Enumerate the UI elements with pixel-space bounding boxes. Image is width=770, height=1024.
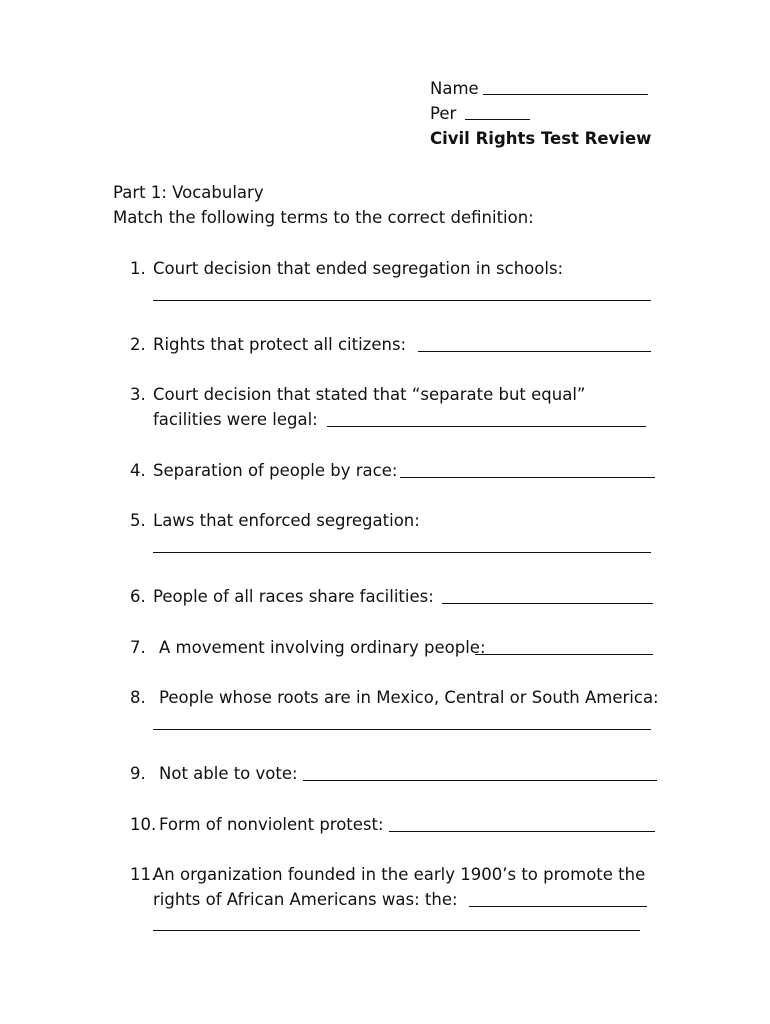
answer-blank[interactable] [153, 552, 651, 553]
question-number: 1. [130, 259, 146, 278]
question-number: 7. [130, 638, 146, 657]
answer-blank[interactable] [389, 831, 655, 832]
part-instruction: Match the following terms to the correct definition: [113, 208, 534, 227]
question-text: Separation of people by race: [153, 461, 398, 480]
answer-blank[interactable] [475, 654, 653, 655]
part-heading: Part 1: Vocabulary [113, 183, 264, 202]
question-text: Rights that protect all citizens: [153, 335, 407, 354]
question-text: Court decision that ended segregation in schools: [153, 259, 564, 278]
question-number: 9. [130, 764, 146, 783]
answer-blank[interactable] [153, 729, 651, 730]
question-text: Court decision that stated that “separate but equal” [153, 385, 586, 404]
period-blank[interactable] [465, 119, 530, 120]
period-label: Per [430, 104, 457, 123]
question-text: A movement involving ordinary people: [159, 638, 486, 657]
answer-blank[interactable] [418, 351, 651, 352]
answer-blank[interactable] [442, 603, 653, 604]
question-number: 6. [130, 587, 146, 606]
question-number: 8. [130, 688, 146, 707]
question-text: Form of nonviolent protest: [159, 815, 384, 834]
question-text: An organization founded in the early 1900’s to promote the [153, 865, 646, 884]
name-blank[interactable] [483, 94, 648, 95]
question-number: 11. [130, 865, 157, 884]
question-number: 10. [130, 815, 157, 834]
page-title: Civil Rights Test Review [430, 129, 652, 148]
answer-blank[interactable] [469, 906, 647, 907]
question-text: People whose roots are in Mexico, Central or South America: [159, 688, 659, 707]
name-label: Name [430, 79, 479, 98]
question-number: 5. [130, 511, 146, 530]
question-number: 4. [130, 461, 146, 480]
question-number: 2. [130, 335, 146, 354]
question-text-continued: rights of African Americans was: the: [153, 890, 458, 909]
answer-blank[interactable] [400, 477, 655, 478]
answer-blank[interactable] [153, 300, 651, 301]
answer-blank[interactable] [153, 930, 640, 931]
question-text: People of all races share facilities: [153, 587, 434, 606]
question-text: Not able to vote: [159, 764, 298, 783]
answer-blank[interactable] [327, 426, 646, 427]
question-text-continued: facilities were legal: [153, 410, 318, 429]
question-number: 3. [130, 385, 146, 404]
answer-blank[interactable] [303, 780, 657, 781]
question-text: Laws that enforced segregation: [153, 511, 420, 530]
